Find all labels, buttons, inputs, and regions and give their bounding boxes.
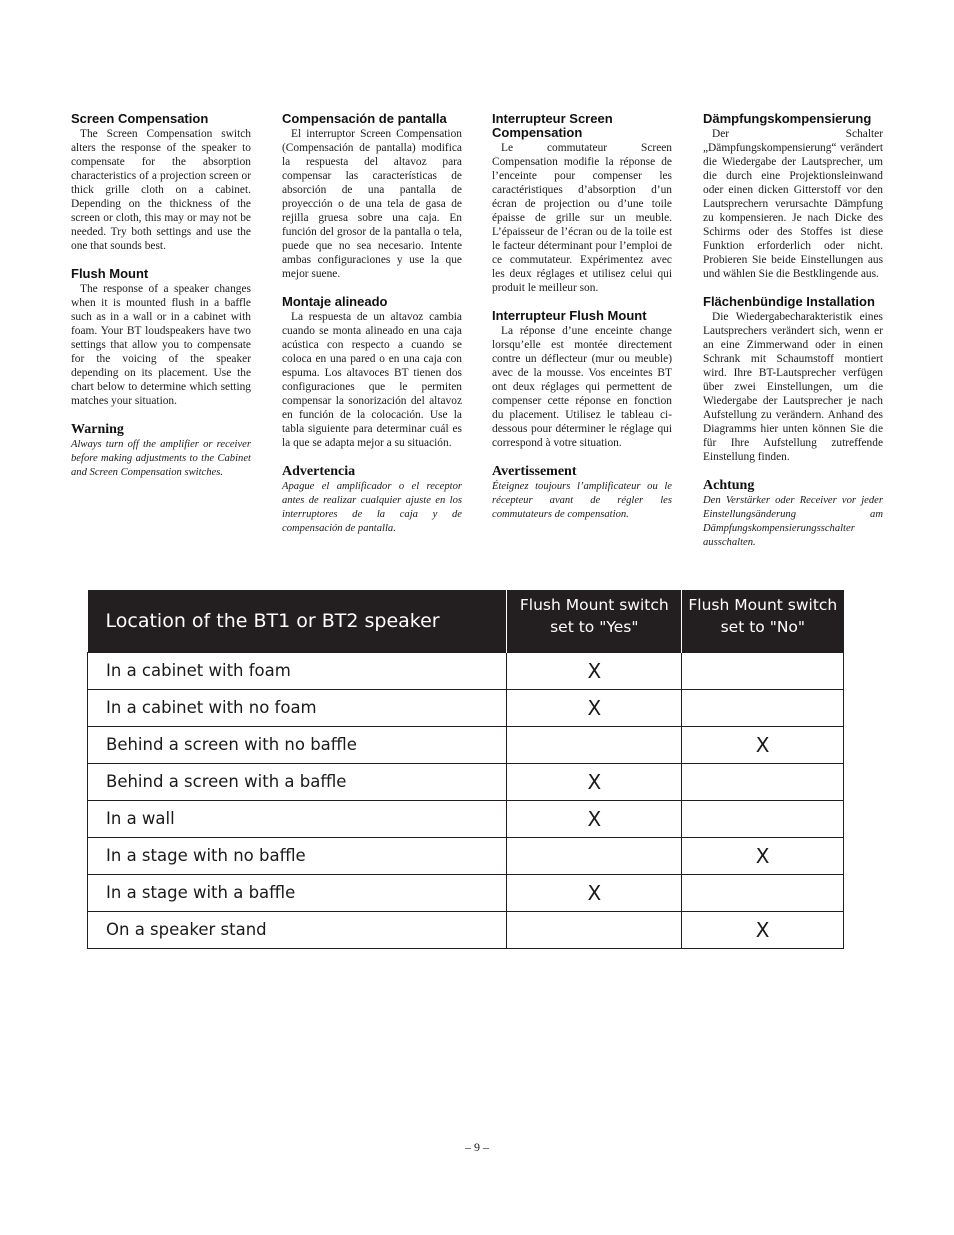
row-location: On a speaker stand [88,911,507,948]
warning-heading: Achtung [703,478,755,493]
warning-heading: Warning [71,422,124,437]
screen-compensation-heading: Compensación de pantalla [282,111,447,126]
column-german [703,112,883,550]
row-no-mark [682,763,844,800]
row-location: Behind a screen with a baffle [88,763,507,800]
row-location: In a stage with no baffle [88,837,507,874]
warning-heading: Avertissement [492,464,577,479]
column-spanish [282,112,462,536]
table-row [88,652,844,689]
row-yes-mark [507,911,682,948]
row-no-mark: X [682,837,844,874]
column-english [71,112,251,480]
flush-mount-text: The response of a speaker changes when it is mounted flush in a baffle such as in a wall or in a cabinet with foam. Your BT loudspeakers have two settings that allow you to compensate for the voicing of the speaker depending on its placement. Use the chart below to determine which setting matches your situation. [71,283,251,407]
table-row [88,689,844,726]
header-flush-no: Flush Mount switch set to "No" [682,590,844,652]
screen-compensation-heading: Interrupteur Screen Compensation [492,111,613,140]
warning-text: Éteignez toujours l’amplificateur ou le récepteur avant de régler les commutateurs de compensation. [492,481,672,520]
table-row [88,800,844,837]
row-no-mark: X [682,911,844,948]
header-location: Location of the BT1 or BT2 speaker [88,590,507,652]
screen-compensation-text: Le commutateur Screen Compensation modifie la réponse de l’enceinte pour compenser les caractéristiques d’absorption d’un écran de projection ou d’une toile épaisse de grille sur un meuble. L’épaisseur de l’écran ou de la toile est le facteur déterminant pour l’emploi de ce commutateur. Expérimentez avec les deux réglages et utilisez celui qui produit le meilleur son. [492,142,672,294]
screen-compensation-text: The Screen Compensation switch alters the response of the speaker to compensate for the absorption characteristics of a projection screen or thick grille cloth on a cabinet. Depending on the thickness of the screen or cloth, this may or may not be needed. Try both settings and use the one that sounds best. [71,128,251,252]
warning-text: Always turn off the amplifier or receiver before making adjustments to the Cabinet and Screen Compensation switches. [71,439,251,478]
flush-mount-text: La respuesta de un altavoz cambia cuando se monta alineado en una caja acústica con respecto a cuando se coloca en una pared o en una caja con espuma. Los altavoces BT tienen dos configuraciones que le permiten compensar la sonorización del altavoz en función de la colocación. Use la tabla siguiente para determinar cuál es la que se adapta mejor a su situación. [282,311,462,449]
warning-text: Apague el amplificador o el receptor antes de realizar cualquier ajuste en los interruptores de la caja y de compensación de pantalla. [282,481,462,534]
row-location: In a wall [88,800,507,837]
table-row [88,874,844,911]
table-row [88,911,844,948]
screen-compensation-heading: Dämpfungskompensierung [703,111,872,126]
table-row [88,837,844,874]
flush-mount-heading: Flush Mount [71,266,149,281]
row-location: In a cabinet with no foam [88,689,507,726]
row-location: In a cabinet with foam [88,652,507,689]
header-flush-yes: Flush Mount switch set to "Yes" [507,590,682,652]
flush-mount-heading: Interrupteur Flush Mount [492,308,647,323]
table-row [88,763,844,800]
screen-compensation-text: El interruptor Screen Compensation (Compensación de pantalla) modifica la respuesta del altavoz para compensar las características de absorción de una pantalla de proyección o de una tela de gasa de rejilla gruesa sobre una caja. En función del grosor de la pantalla o tela, puede que no sea necesario. Intente ambas configuraciones y use la que mejor suene. [282,128,462,280]
screen-compensation-text: Der Schalter „Dämpfungskompensierung“ verändert die Wiedergabe der Lautsprecher, um die durch eine Projektionsleinwand oder einen dicken Gitterstoff vor den Lautsprechern verursachte Dämpfung zu kompensieren. Je nach Dicke des Schirms oder des Stoffes ist diese Funktion erforderlich oder nicht. Probieren Sie beide Einstellungen aus und wählen Sie die Bestklingende aus. [703,128,883,280]
row-no-mark [682,874,844,911]
flush-mount-text: La réponse d’une enceinte change lorsqu’elle est montée directement contre un déflecteur (mur ou meuble) avec de la mousse. Vos enceintes BT ont deux réglages qui permettent de compenser cette réponse en fonction du placement. Utilisez le tableau ci-dessous pour déterminer le réglage qui correspond à votre situation. [492,325,672,449]
placement-table [87,590,844,949]
table-header-row [88,590,844,652]
row-no-mark [682,652,844,689]
warning-text: Den Verstärker oder Receiver vor jeder Einstellungsänderung am Dämpfungskompensierungsschalter ausschalten. [703,495,883,548]
row-no-mark [682,800,844,837]
row-no-mark: X [682,726,844,763]
page-number: – 9 – [465,1140,489,1154]
row-no-mark [682,689,844,726]
row-yes-mark: X [507,763,682,800]
flush-mount-text: Die Wiedergabecharakteristik eines Lautsprechers verändert sich, wenn er an eine Zimmerwand oder in einen Schrank mit Schaumstoff montiert wird. Ihre BT-Lautsprecher verfügen über zwei Einstellungen, um die Wiedergabe der Lautsprecher je nach Aufstellung zu verändern. Anhand des Diagramms hier unten können Sie die für Ihre Aufstellung zutreffende Einstellung finden. [703,311,883,463]
screen-compensation-heading: Screen Compensation [71,111,209,126]
table-row [88,726,844,763]
row-location: Behind a screen with no baffle [88,726,507,763]
row-yes-mark: X [507,689,682,726]
row-yes-mark [507,726,682,763]
row-yes-mark: X [507,800,682,837]
flush-mount-heading: Flächenbündige Installation [703,294,875,309]
column-french [492,112,672,522]
row-location: In a stage with a baffle [88,874,507,911]
flush-mount-heading: Montaje alineado [282,294,388,309]
row-yes-mark [507,837,682,874]
row-yes-mark: X [507,874,682,911]
warning-heading: Advertencia [282,464,356,479]
row-yes-mark: X [507,652,682,689]
